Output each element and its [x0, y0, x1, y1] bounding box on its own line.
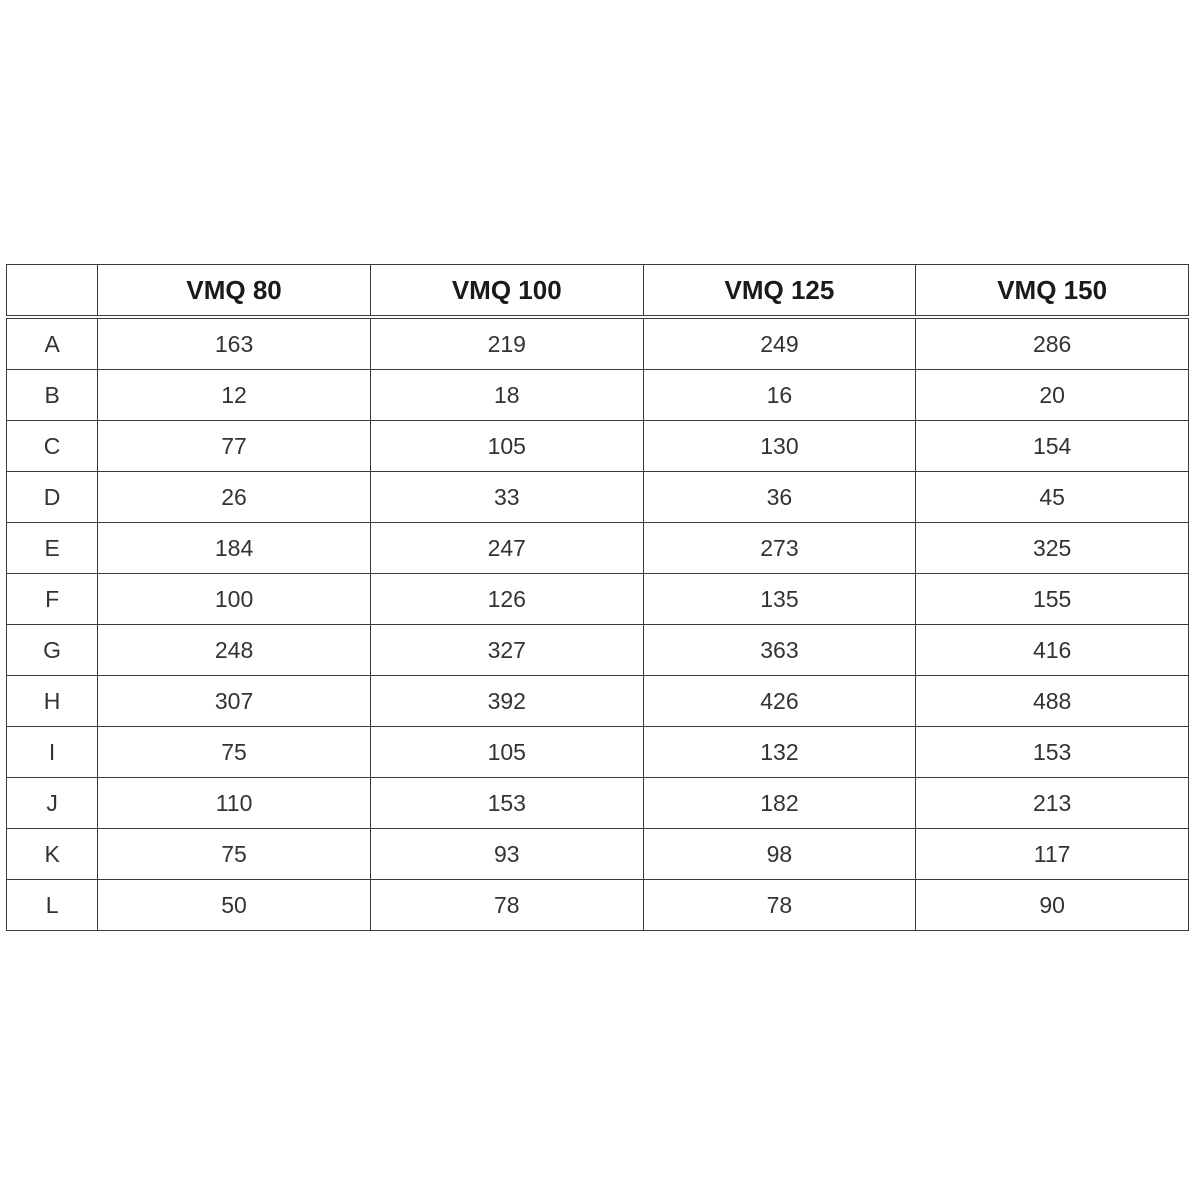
table-cell: 154 — [916, 421, 1189, 472]
table-cell: 12 — [98, 370, 371, 421]
table-cell: 126 — [370, 574, 643, 625]
table-body — [7, 317, 1189, 931]
table-cell: 75 — [98, 829, 371, 880]
table-row — [7, 472, 1189, 523]
row-label: J — [7, 778, 98, 829]
row-label: D — [7, 472, 98, 523]
table-cell: 416 — [916, 625, 1189, 676]
table-row — [7, 370, 1189, 421]
table-row — [7, 625, 1189, 676]
row-label: G — [7, 625, 98, 676]
table-cell: 100 — [98, 574, 371, 625]
table-cell: 78 — [643, 880, 916, 931]
table-cell: 98 — [643, 829, 916, 880]
column-header: VMQ 150 — [916, 265, 1189, 318]
table-cell: 18 — [370, 370, 643, 421]
table-cell: 26 — [98, 472, 371, 523]
table-cell: 488 — [916, 676, 1189, 727]
row-label: K — [7, 829, 98, 880]
table-cell: 182 — [643, 778, 916, 829]
table-cell: 286 — [916, 317, 1189, 370]
table-cell: 363 — [643, 625, 916, 676]
table-header — [7, 265, 1189, 318]
table-cell: 75 — [98, 727, 371, 778]
table-cell: 20 — [916, 370, 1189, 421]
header-row — [7, 265, 1189, 318]
row-label: F — [7, 574, 98, 625]
table-cell: 248 — [98, 625, 371, 676]
table-cell: 184 — [98, 523, 371, 574]
column-header: VMQ 100 — [370, 265, 643, 318]
table-row — [7, 880, 1189, 931]
table-cell: 325 — [916, 523, 1189, 574]
table-cell: 247 — [370, 523, 643, 574]
table-cell: 327 — [370, 625, 643, 676]
row-label: I — [7, 727, 98, 778]
table-cell: 155 — [916, 574, 1189, 625]
table-row — [7, 676, 1189, 727]
table-cell: 117 — [916, 829, 1189, 880]
dimensions-table — [6, 264, 1189, 931]
table-cell: 90 — [916, 880, 1189, 931]
table-row — [7, 778, 1189, 829]
table-cell: 135 — [643, 574, 916, 625]
table-cell: 93 — [370, 829, 643, 880]
table-cell: 77 — [98, 421, 371, 472]
row-label: A — [7, 317, 98, 370]
table-cell: 36 — [643, 472, 916, 523]
table-cell: 105 — [370, 421, 643, 472]
row-label: L — [7, 880, 98, 931]
header-corner-cell — [7, 265, 98, 318]
row-label: B — [7, 370, 98, 421]
table-cell: 392 — [370, 676, 643, 727]
table-cell: 130 — [643, 421, 916, 472]
column-header: VMQ 80 — [98, 265, 371, 318]
row-label: E — [7, 523, 98, 574]
table-row — [7, 421, 1189, 472]
table-cell: 105 — [370, 727, 643, 778]
table-cell: 307 — [98, 676, 371, 727]
row-label: H — [7, 676, 98, 727]
table-cell: 219 — [370, 317, 643, 370]
table-cell: 153 — [916, 727, 1189, 778]
table-cell: 45 — [916, 472, 1189, 523]
row-label: C — [7, 421, 98, 472]
table-cell: 78 — [370, 880, 643, 931]
table-cell: 249 — [643, 317, 916, 370]
table-cell: 33 — [370, 472, 643, 523]
table-cell: 213 — [916, 778, 1189, 829]
table-cell: 426 — [643, 676, 916, 727]
table-cell: 163 — [98, 317, 371, 370]
table-cell: 50 — [98, 880, 371, 931]
table-cell: 132 — [643, 727, 916, 778]
table-cell: 110 — [98, 778, 371, 829]
table-row — [7, 829, 1189, 880]
table-row — [7, 727, 1189, 778]
table-cell: 153 — [370, 778, 643, 829]
table-row — [7, 317, 1189, 370]
table-cell: 16 — [643, 370, 916, 421]
column-header: VMQ 125 — [643, 265, 916, 318]
table-cell: 273 — [643, 523, 916, 574]
table-row — [7, 523, 1189, 574]
table-row — [7, 574, 1189, 625]
